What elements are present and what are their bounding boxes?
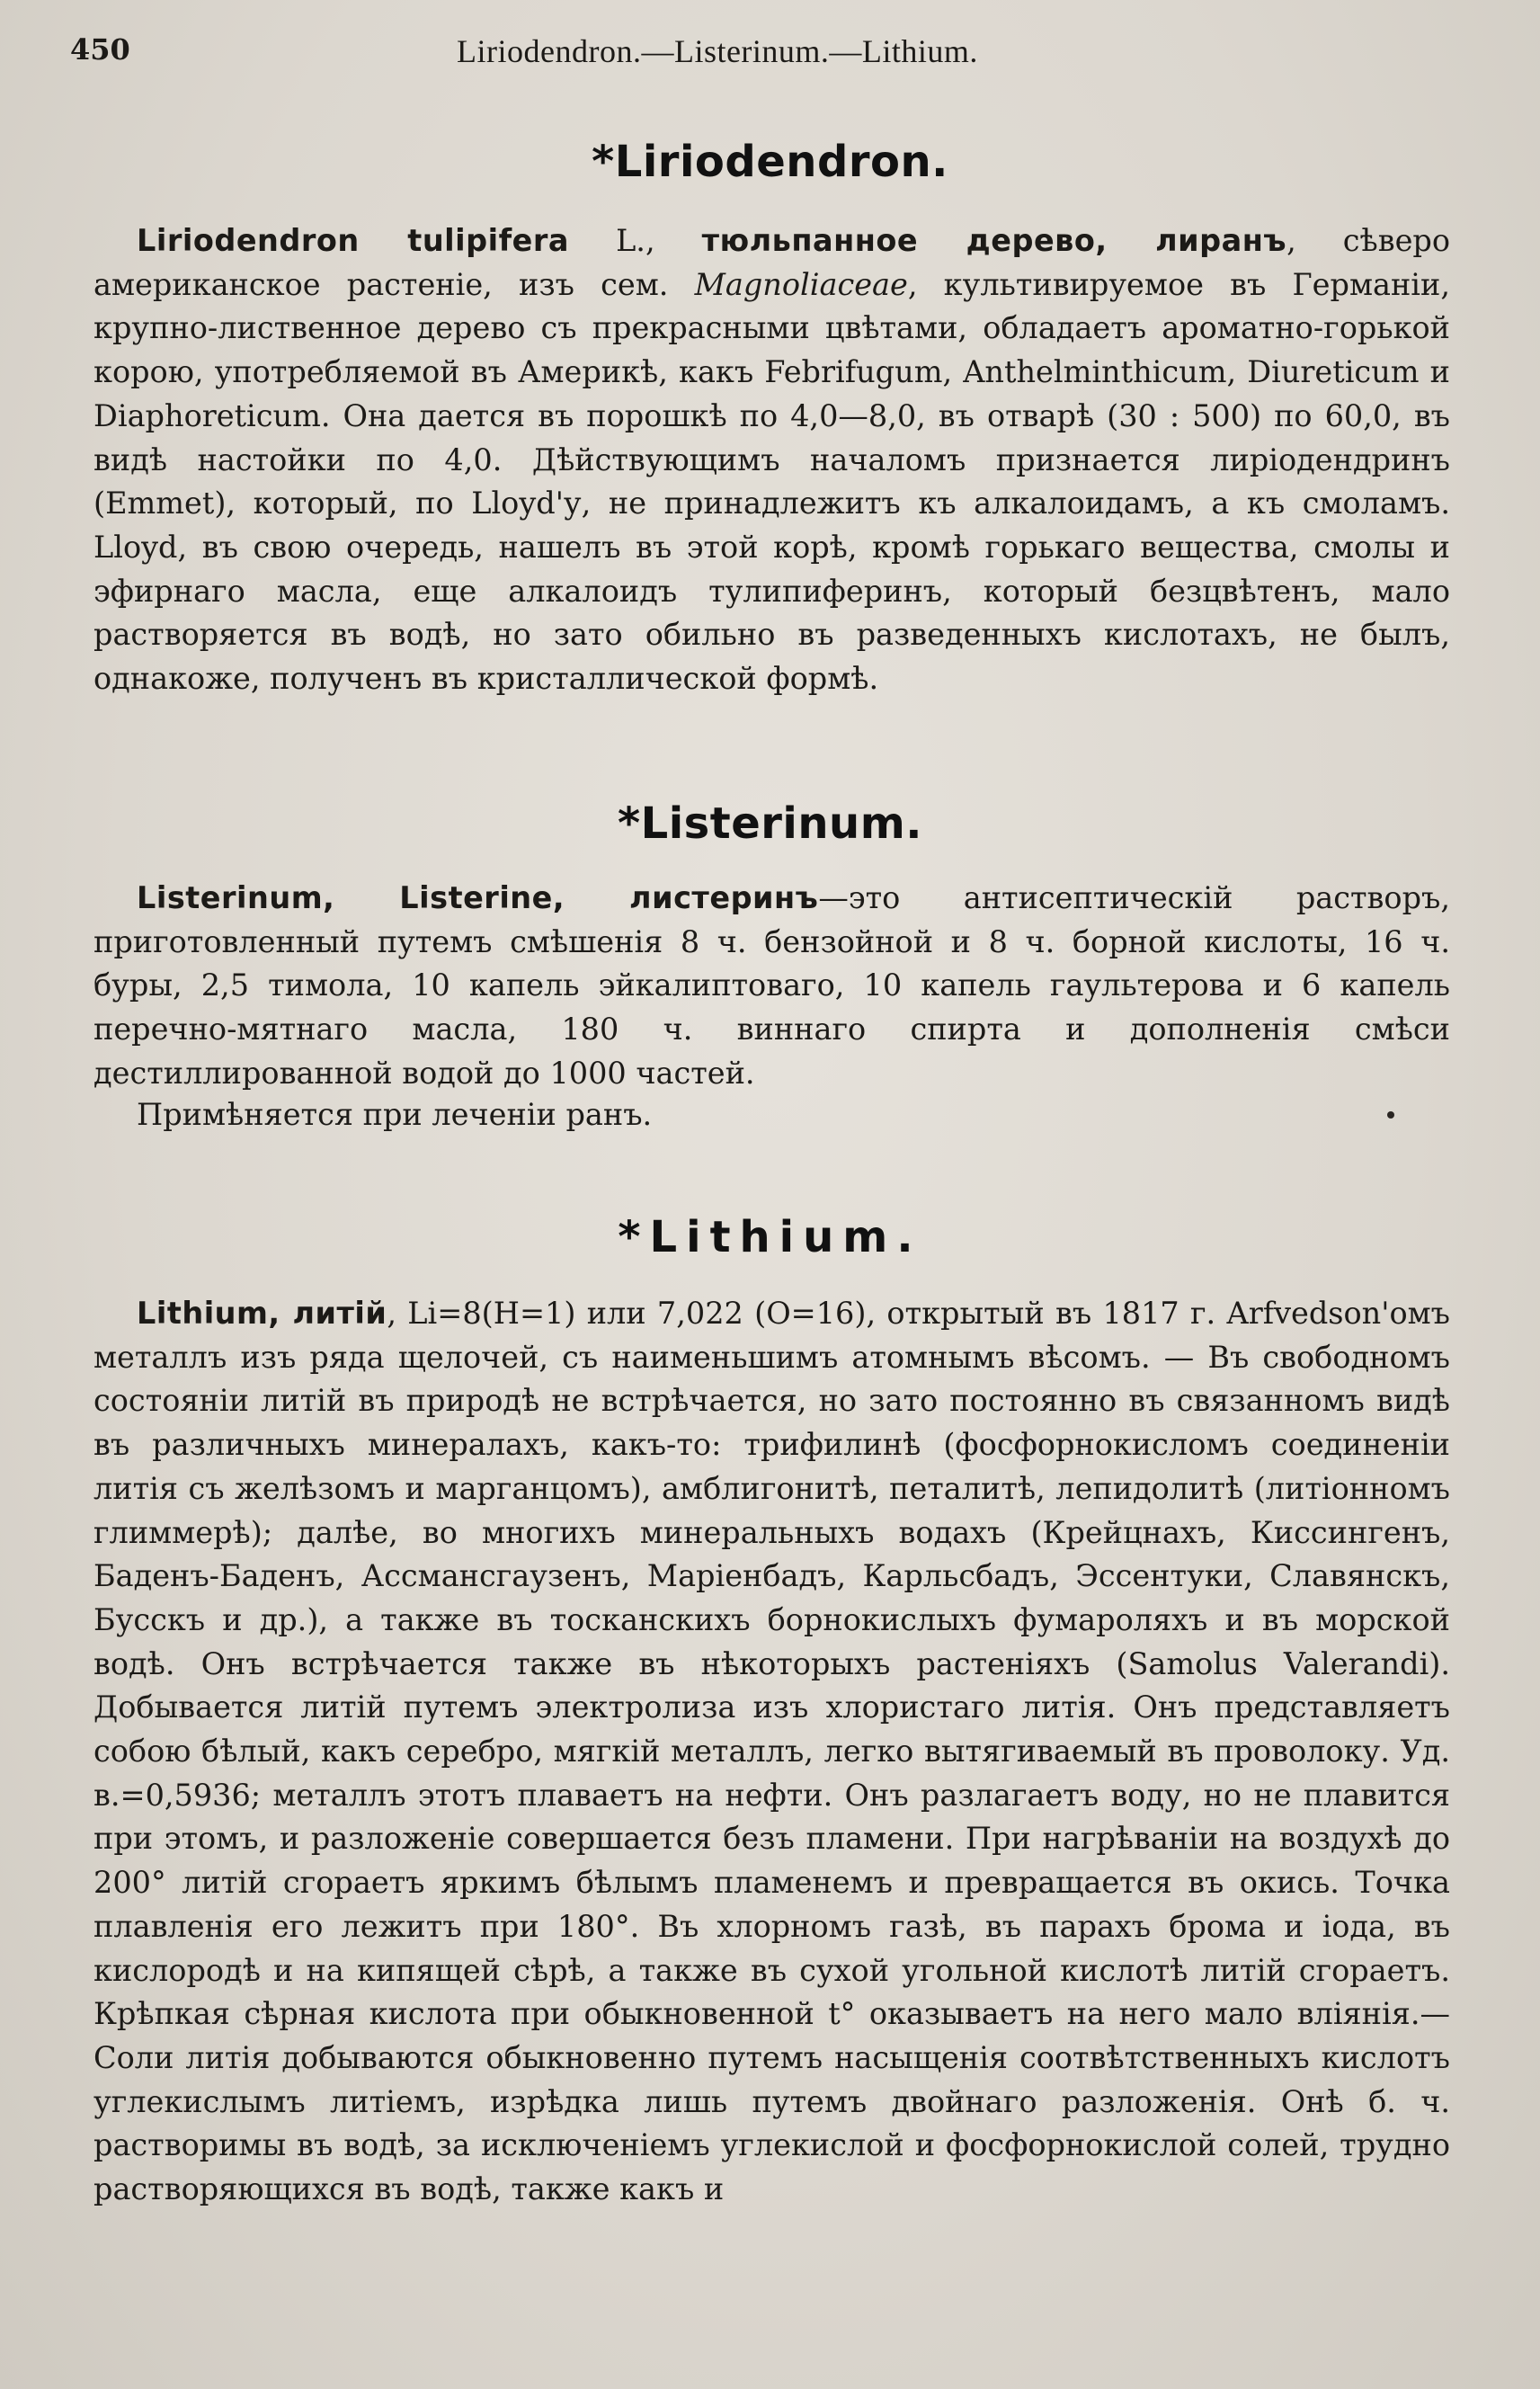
text-part-2: , культивируемое въ Германiи, крупно-лиственное дерево съ прекрасными цвѣтами, обладаетъ ароматно-горькой корою, употребляемой въ Америкѣ, какъ Febrifugum, Anthelminthicum, Diureticum и Diaphoreticum. Она дается въ порошкѣ по 4,0—8,0, въ отварѣ (30 : 500) по 60,0, въ видѣ настойки по 4,0. Дѣйствующимъ началомъ признается лирiодендринъ (Emmet), который, по Lloyd'у, не принадлежитъ къ алкалоидамъ, а къ смоламъ. Lloyd, въ свою очередь, нашелъ въ этой корѣ, кромѣ горькаго вещества, смолы и эфирнаго масла, еще алкалоидъ тулипиферинъ, который безцвѣтенъ, мало растворяется въ водѣ, но зато обильно въ разведенныхъ кислотахъ, не былъ, однакоже, полученъ въ кристаллической формѣ. xyxy=(93,266,1450,697)
author-abbrev: L., xyxy=(569,223,702,258)
heading-lithium: *Lithium. xyxy=(618,1212,922,1262)
paragraph-lithium xyxy=(93,1292,1450,2212)
listerinum-text: —это антисептическiй растворъ, приготовленный путемъ смѣшенiя 8 ч. бензойной и 8 ч. борной кислоты, 16 ч. буры, 2,5 тимола, 10 капель эйкалиптоваго, 10 капель гаультерова и 6 капель перечно-мятнаго масла, 180 ч. виннаго спирта и дополненiя смѣси дестиллированной водой до 1000 частей. xyxy=(93,880,1450,1091)
paragraph-liriodendron xyxy=(93,219,1450,701)
running-head xyxy=(70,27,1450,70)
vernacular-names: тюльпанное дерево, лиранъ xyxy=(701,223,1287,258)
family-name: Magnoliaceae xyxy=(694,266,908,302)
running-title: Liriodendron.—Listerinum.—Lithium. xyxy=(457,33,978,69)
heading-listerinum: *Listerinum. xyxy=(618,798,922,849)
lithium-text: , Li=8(H=1) или 7,022 (O=16), открытый въ 1817 г. Arfvedson'омъ металлъ изъ ряда щелочей, съ наименьшимъ атомнымъ вѣсомъ. — Въ свободномъ состоянiи литiй въ природѣ не встрѣчается, но зато постоянно въ связанномъ видѣ въ различныхъ минералахъ, какъ-то: трифилинѣ (фосфорнокисломъ соединенiи литiя съ желѣзомъ и марганцомъ), амблигонитѣ, петалитѣ, лепидолитѣ (литiонномъ глиммерѣ); далѣе, во многихъ минеральныхъ водахъ (Крейцнахъ, Киссингенъ, Баденъ-Баденъ, Ассмансгаузенъ, Марiенбадъ, Карльсбадъ, Эссентуки, Славянскъ, Бусскъ и др.), а также въ тосканскихъ борнокислыхъ фумароляхъ и въ морской водѣ. Онъ встрѣчается также въ нѣкоторыхъ растенiяхъ (Samolus Valerandi). Добывается литiй путемъ электролиза изъ хлористаго литiя. Онъ представляетъ собою бѣлый, какъ серебро, мягкiй металлъ, легко вытягиваемый въ проволоку. Уд. в.=0,5936; металлъ этотъ плаваетъ на нефти. Онъ разлагаетъ воду, но не плавится при этомъ, и разложенiе совершается безъ пламени. При нагрѣванiи на воздухѣ до 200° литiй сгораетъ яркимъ бѣлымъ пламенемъ и превращается въ окись. Точка плавленiя его лежитъ при 180°. Въ хлорномъ газѣ, въ парахъ брома и iода, въ кислородѣ и на кипящей сѣрѣ, а также въ сухой угольной кислотѣ литiй сгораетъ. Крѣпкая сѣрная кислота при обыкновенной t° оказываетъ на него мало влiянiя.—Соли литiя добываются обыкновенно путемъ насыщенiя соотвѣтственныхъ кислотъ углекислымъ литiемъ, изрѣдка лишь путемъ двойнаго разложенiя. Онѣ б. ч. растворимы въ водѣ, за исключенiемъ углекислой и фосфорнокислой солей, трудно растворяющихся въ водѣ, также какъ и xyxy=(93,1296,1450,2207)
heading-liriodendron: *Liriodendron. xyxy=(592,137,948,187)
term-lithium: Lithium, литiй xyxy=(137,1296,387,1331)
term-listerinum: Listerinum, Listerine, листеринъ xyxy=(137,880,819,915)
page-number: 450 xyxy=(70,32,130,67)
text-part-1: , сѣверо американское растенiе, изъ сем. xyxy=(93,223,1451,302)
term-liriodendron: Liriodendron tulipifera xyxy=(137,223,570,258)
stray-dot xyxy=(1387,1111,1394,1119)
paragraph-listerinum-usage: Примѣняется при леченiи ранъ. xyxy=(137,1097,653,1132)
paragraph-listerinum xyxy=(93,877,1450,1096)
